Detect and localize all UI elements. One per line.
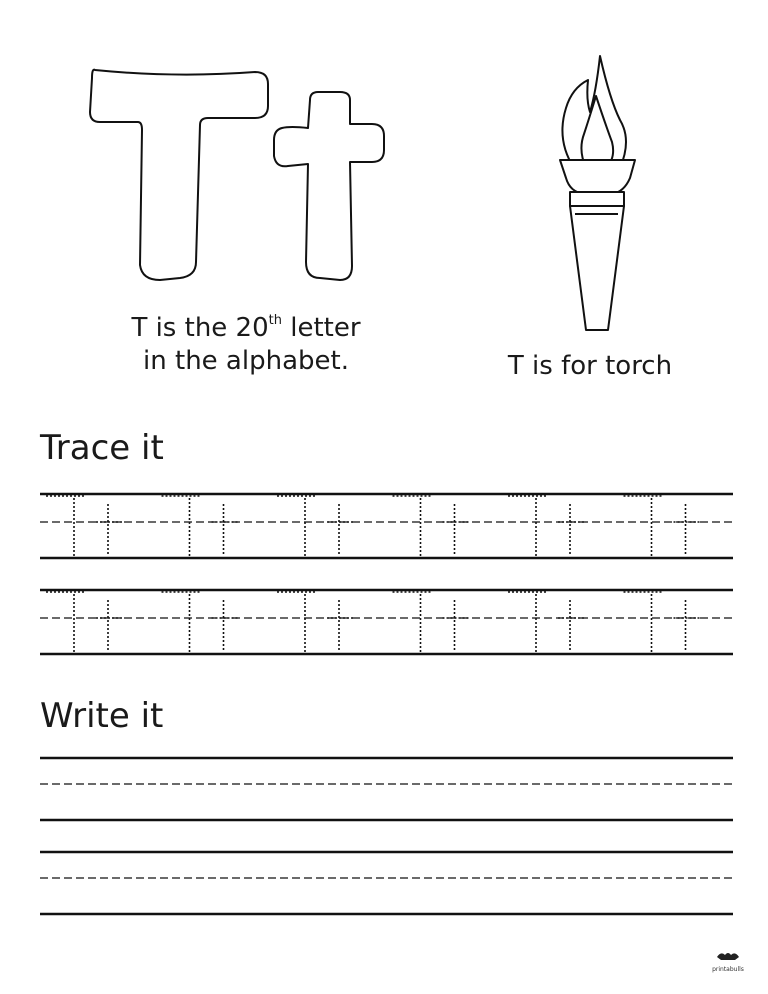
- caption-line-1-suffix: letter: [281, 313, 361, 343]
- bull-logo-icon: [715, 949, 741, 961]
- caption-line-2: in the alphabet.: [143, 345, 349, 376]
- ordinal-suffix: th: [268, 313, 282, 328]
- torch-caption: T is for torch: [507, 351, 673, 381]
- caption-line-1-prefix: T is the 20: [131, 313, 269, 343]
- write-heading: Write it: [40, 696, 164, 736]
- logo-text: printabulls: [712, 966, 744, 973]
- printabulls-logo: [706, 946, 750, 976]
- trace-heading: Trace it: [40, 428, 164, 468]
